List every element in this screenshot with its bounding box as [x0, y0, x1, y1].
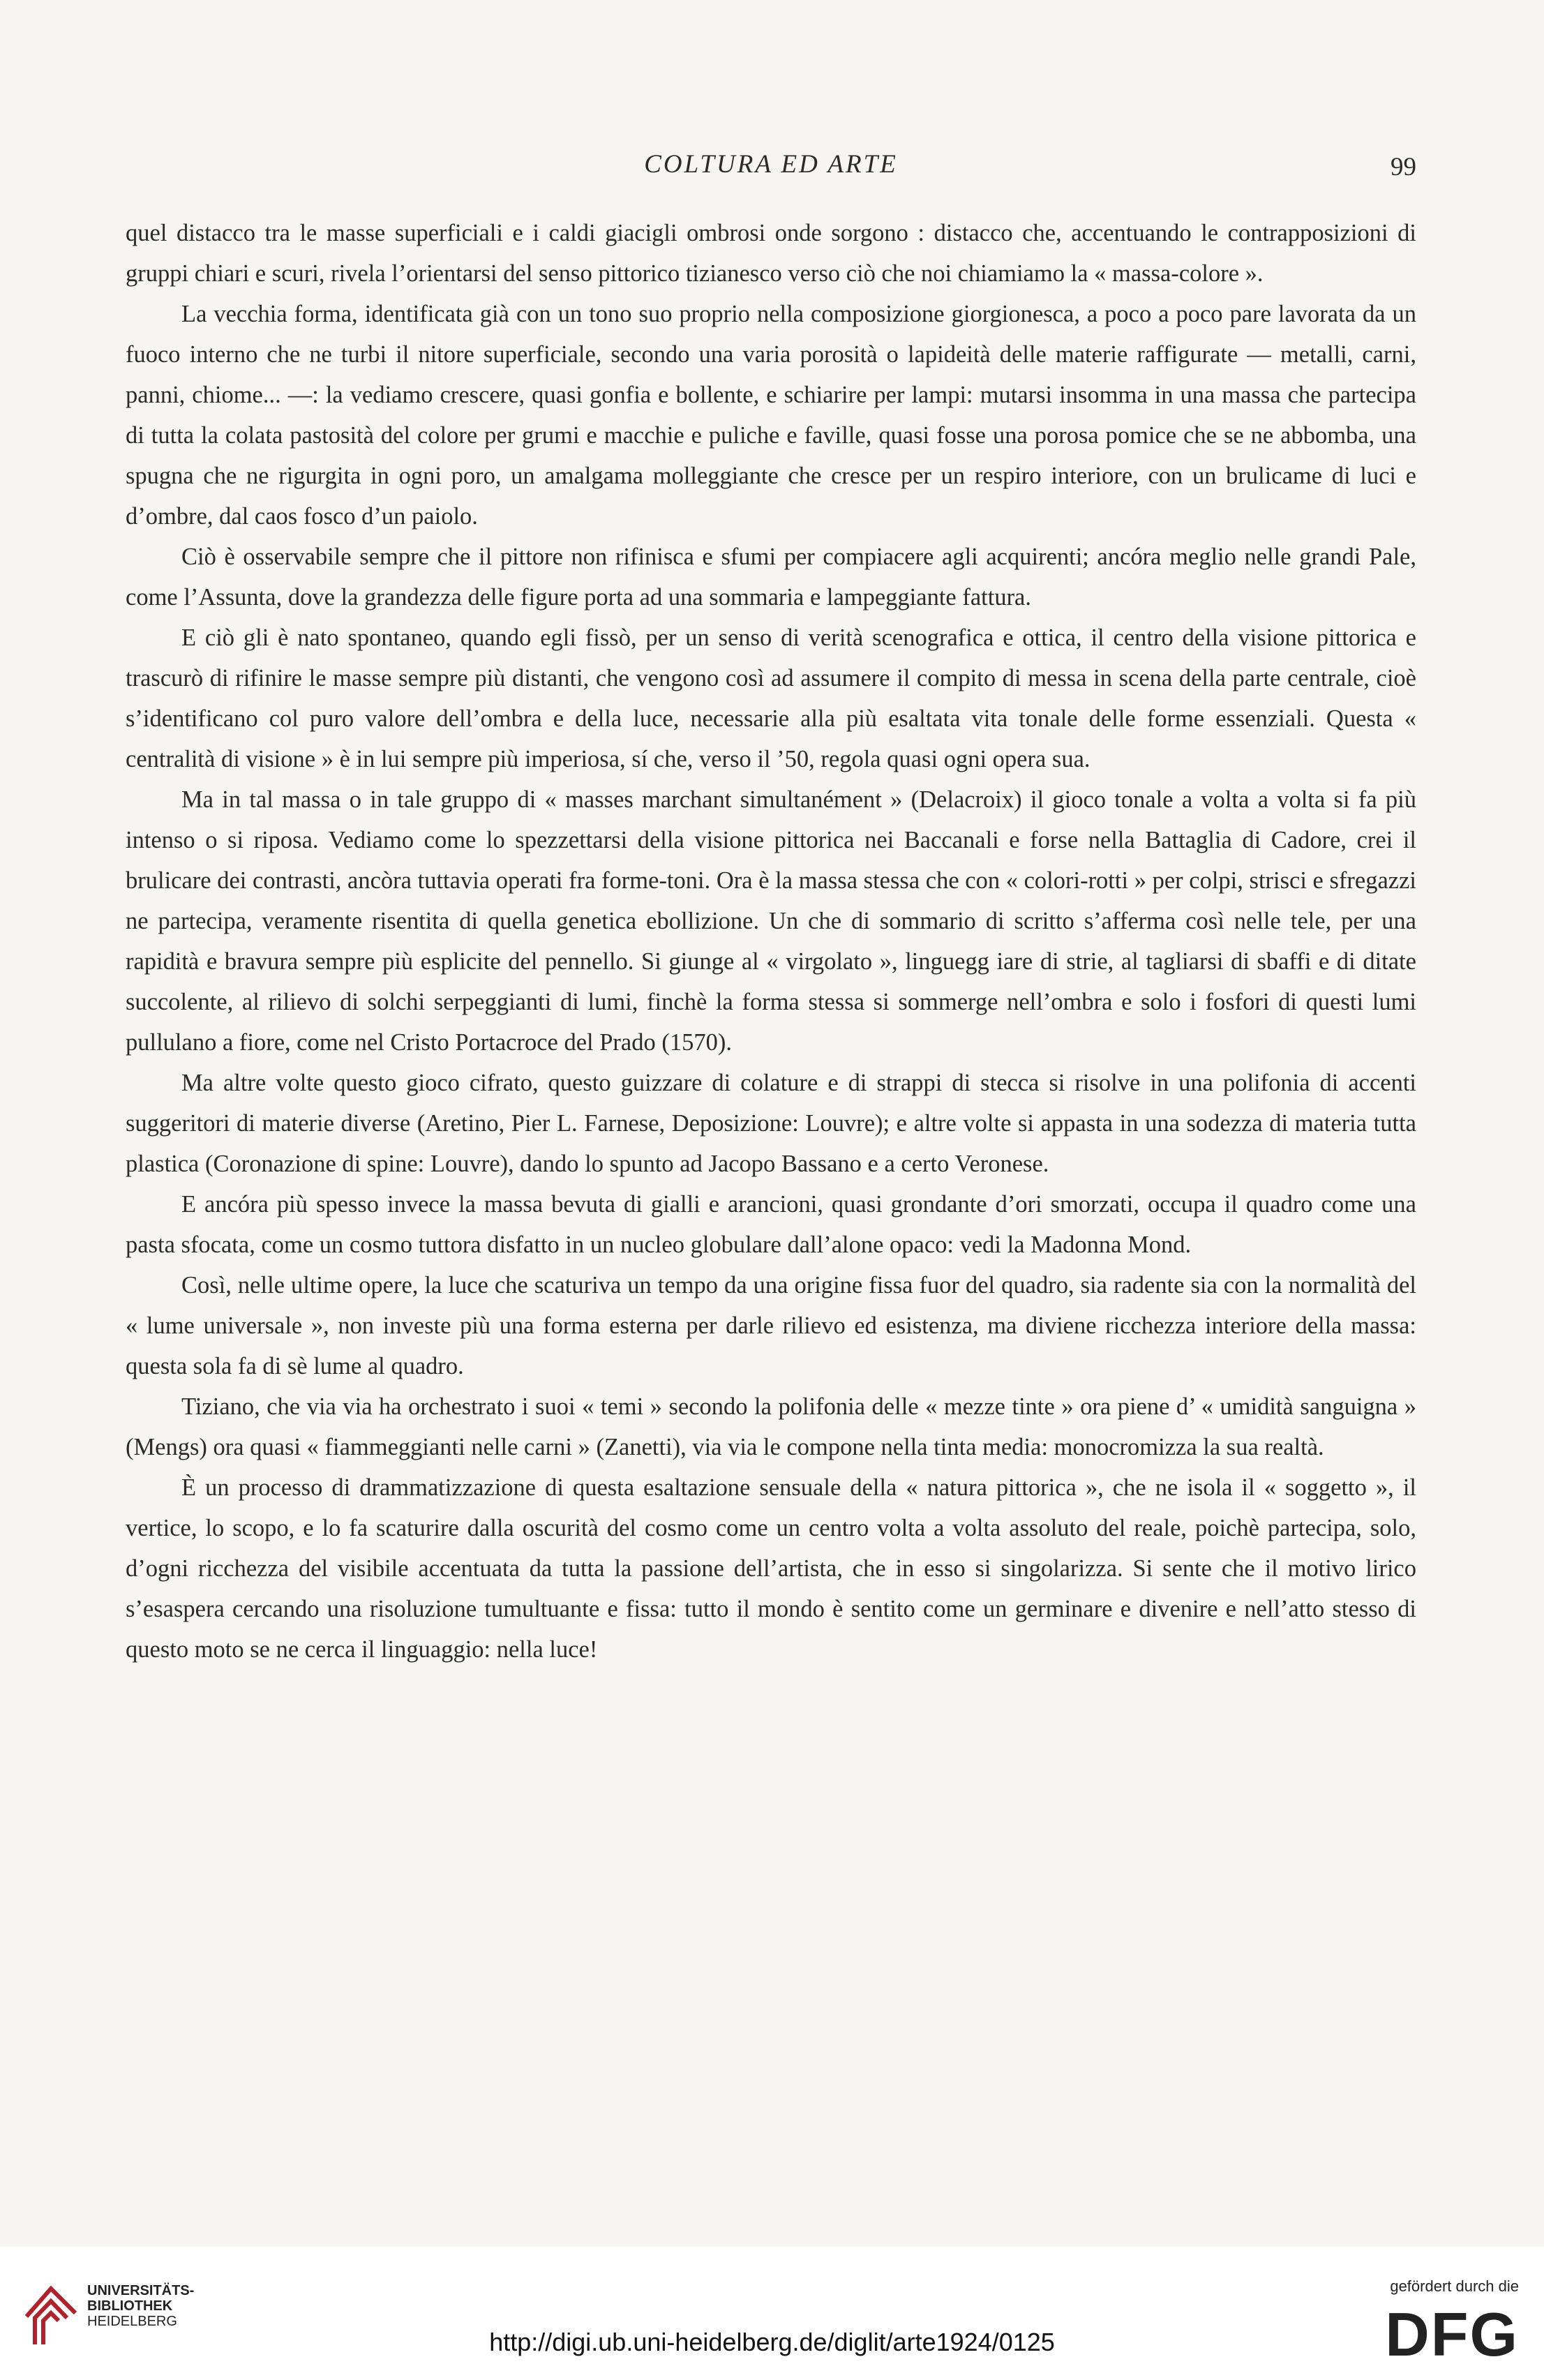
- paragraph: Tiziano, che via via ha orchestrato i suoi « temi » secondo la polifonia delle « mezze tinte » ora piene d’ « umidità sanguigna » (Mengs) ora quasi « fiammeggianti nelle carni » (Zanetti), via via le compone nella tinta media: monocromizza la sua realtà.: [126, 1393, 1416, 1460]
- body-text: [126, 213, 1416, 1670]
- running-title: COLTURA ED ARTE: [644, 150, 898, 179]
- library-name: [87, 2283, 194, 2329]
- paragraph: quel distacco tra le masse superficiali e i caldi giacigli ombrosi onde sorgono : distacco che, accentuando le contrapposizioni di gruppi chiari e scuri, rivela l’orientarsi del senso pittorico tizianesco verso ciò che noi chiamiamo la « massa-colore ».: [126, 220, 1416, 287]
- library-name-line: BIBLIOTHEK: [87, 2298, 173, 2314]
- paragraph: Ma in tal massa o in tale gruppo di « masses marchant simultanément » (Delacroix) il gioco tonale a volta a volta si fa più intenso o si riposa. Vediamo come lo spezzettarsi della visione pittorica nei Baccanali e forse nella Battaglia di Cadore, crei il brulicare dei contrasti, ancòra tuttavia operati fra forme-toni. Ora è la massa stessa che con « colori-rotti » per colpi, strisci e sfregazzi ne partecipa, veramente risentita di quella genetica ebollizione. Un che di sommario di scritto s’afferma così nelle tele, per una rapidità e bravura sempre più esplicite del pennello. Si giunge al « virgolato », linguegg iare di strie, al tagliarsi di sbaffi e di ditate succolente, al rilievo di solchi serpeggianti di lumi, finchè la forma stessa si sommerge nell’ombra e solo i fosfori di questi lumi pullulano a fiore, come nel Cristo Portacroce del Prado (1570).: [126, 786, 1416, 1056]
- paragraph: Ciò è osservabile sempre che il pittore non rifinisca e sfumi per compiacere agli acquirenti; ancóra meglio nelle grandi Pale, come l’Assunta, dove la grandezza delle figure porta ad una sommaria e lampeggiante fattura.: [126, 544, 1416, 611]
- funder-note: gefördert durch die: [1390, 2277, 1519, 2295]
- paragraph: Così, nelle ultime opere, la luce che scaturiva un tempo da una origine fissa fuor del quadro, sia radente sia con la normalità del « lume universale », non investe più una forma esterna per darle rilievo ed esistenza, ma diviene ricchezza interiore della massa: questa sola fa di sè lume al quadro.: [126, 1272, 1416, 1379]
- digitization-footer: [0, 2247, 1544, 2380]
- library-name-line: UNIVERSITÄTS-: [87, 2283, 195, 2298]
- paragraph: È un processo di drammatizzazione di questa esaltazione sensuale della « natura pittorica », che ne isola il « soggetto », il vertice, lo scopo, e lo fa scaturire dalla oscurità del cosmo come un centro volta a volta assoluto del reale, poichè partecipa, solo, d’ogni ricchezza del visibile accentuata da tutta la passione dell’artista, che in esso si singolarizza. Si sente che il motivo lirico s’esaspera cercando una risoluzione tumultuante e fissa: tutto il mondo è sentito come un germinare e divenire e nell’atto stesso di questo moto se ne cerca il linguaggio: nella luce!: [126, 1474, 1416, 1663]
- dfg-logo: DFG: [1385, 2300, 1519, 2369]
- library-name-line: HEIDELBERG: [87, 2314, 177, 2329]
- page-number: 99: [1391, 153, 1416, 181]
- running-head: [126, 149, 1416, 191]
- paragraph: Ma altre volte questo gioco cifrato, questo guizzare di colature e di strappi di stecca si risolve in una polifonia di accenti suggeritori di materie diverse (Aretino, Pier L. Farnese, Deposizione: Louvre); e altre volte si appasta in una sodezza di materia tutta plastica (Coronazione di spine: Louvre), dando lo spunto ad Jacopo Bassano e a certo Veronese.: [126, 1070, 1416, 1177]
- paragraph: E ciò gli è nato spontaneo, quando egli fissò, per un senso di verità scenografica e ottica, il centro della visione pittorica e trascurò di rifinire le masse sempre più distanti, che vengono così ad assumere il compito di messa in scena della parte centrale, cioè s’identificano col puro valore dell’ombra e della luce, necessarie alla più esaltata vita tonale delle forme essenziali. Questa « centralità di visione » è in lui sempre più imperiosa, sí che, verso il ’50, regola quasi ogni opera sua.: [126, 624, 1416, 772]
- source-url[interactable]: http://digi.ub.uni-heidelberg.de/diglit/arte1924/0125: [489, 2328, 1055, 2356]
- paragraph: La vecchia forma, identificata già con un tono suo proprio nella composizione giorgionesca, a poco a poco pare lavorata da un fuoco interno che ne turbi il nitore superficiale, secondo una varia porosità o lapideità delle materie raffigurate — metalli, carni, panni, chiome... —: la vediamo crescere, quasi gonfia e bollente, e schiarire per lampi: mutarsi insomma in una massa che partecipa di tutta la colata pastosità del colore per grumi e macchie e puliche e faville, quasi fosse una porosa pomice che se ne abbomba, una spugna che ne rigurgita in ogni poro, un amalgama molleggiante che cresce per un respiro interiore, con un brulicame di luci e d’ombre, dal caos fosco d’un paiolo.: [126, 301, 1416, 530]
- paragraph: E ancóra più spesso invece la massa bevuta di gialli e arancioni, quasi grondante d’ori smorzati, occupa il quadro come una pasta sfocata, come un cosmo tuttora disfatto in un nucleo globulare dall’alone opaco: vedi la Madonna Mond.: [126, 1191, 1416, 1258]
